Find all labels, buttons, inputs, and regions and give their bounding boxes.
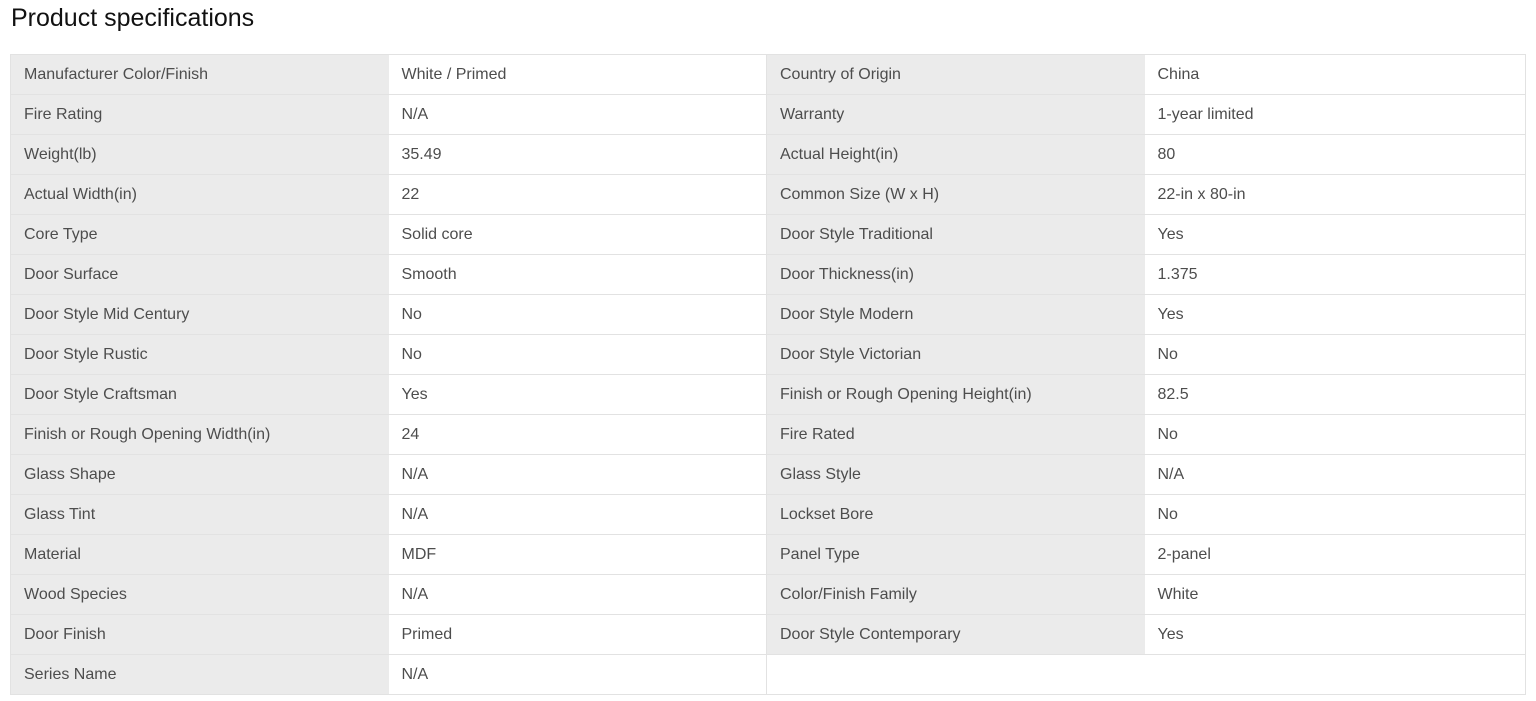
spec-row xyxy=(11,655,1526,695)
spec-value: N/A xyxy=(1145,455,1526,495)
spec-value: Yes xyxy=(1145,295,1526,335)
spec-value: China xyxy=(1145,55,1526,95)
spec-label: Fire Rated xyxy=(767,415,1145,455)
spec-value: N/A xyxy=(389,575,767,615)
spec-label: Core Type xyxy=(11,215,389,255)
spec-label: Finish or Rough Opening Width(in) xyxy=(11,415,389,455)
spec-value: No xyxy=(1145,495,1526,535)
spec-row xyxy=(11,575,1526,615)
spec-label: Glass Shape xyxy=(11,455,389,495)
spec-value: 1.375 xyxy=(1145,255,1526,295)
spec-value: 2-panel xyxy=(1145,535,1526,575)
spec-label: Glass Tint xyxy=(11,495,389,535)
spec-value: No xyxy=(389,335,767,375)
spec-label: Glass Style xyxy=(767,455,1145,495)
specifications-table xyxy=(10,54,1526,695)
specifications-table-body xyxy=(11,55,1526,695)
spec-label: Series Name xyxy=(11,655,389,695)
spec-value: N/A xyxy=(389,455,767,495)
spec-label: Material xyxy=(11,535,389,575)
spec-value: N/A xyxy=(389,655,767,695)
spec-value: Yes xyxy=(389,375,767,415)
spec-value: MDF xyxy=(389,535,767,575)
spec-label: Door Thickness(in) xyxy=(767,255,1145,295)
spec-label: Finish or Rough Opening Height(in) xyxy=(767,375,1145,415)
spec-label: Door Style Traditional xyxy=(767,215,1145,255)
spec-value: Primed xyxy=(389,615,767,655)
spec-row xyxy=(11,295,1526,335)
spec-label: Weight(lb) xyxy=(11,135,389,175)
spec-value: N/A xyxy=(389,95,767,135)
spec-row xyxy=(11,335,1526,375)
spec-value: 35.49 xyxy=(389,135,767,175)
page-title: Product specifications xyxy=(11,4,255,32)
spec-value: White / Primed xyxy=(389,55,767,95)
spec-value: 22-in x 80-in xyxy=(1145,175,1526,215)
spec-value: No xyxy=(1145,415,1526,455)
spec-value: 80 xyxy=(1145,135,1526,175)
spec-value: 22 xyxy=(389,175,767,215)
spec-label: Warranty xyxy=(767,95,1145,135)
spec-value: Yes xyxy=(1145,615,1526,655)
spec-label: Lockset Bore xyxy=(767,495,1145,535)
spec-value: N/A xyxy=(389,495,767,535)
spec-label: Door Surface xyxy=(11,255,389,295)
spec-label: Door Finish xyxy=(11,615,389,655)
spec-row xyxy=(11,415,1526,455)
empty-cell xyxy=(767,655,1526,695)
spec-label: Color/Finish Family xyxy=(767,575,1145,615)
spec-row xyxy=(11,215,1526,255)
spec-label: Country of Origin xyxy=(767,55,1145,95)
spec-row xyxy=(11,375,1526,415)
spec-label: Common Size (W x H) xyxy=(767,175,1145,215)
spec-value: 24 xyxy=(389,415,767,455)
spec-row xyxy=(11,55,1526,95)
spec-value: Solid core xyxy=(389,215,767,255)
spec-row xyxy=(11,135,1526,175)
spec-label: Door Style Contemporary xyxy=(767,615,1145,655)
spec-value: No xyxy=(1145,335,1526,375)
spec-value: White xyxy=(1145,575,1526,615)
spec-row xyxy=(11,615,1526,655)
spec-label: Manufacturer Color/Finish xyxy=(11,55,389,95)
spec-value: Yes xyxy=(1145,215,1526,255)
spec-label: Door Style Mid Century xyxy=(11,295,389,335)
spec-row xyxy=(11,535,1526,575)
spec-row xyxy=(11,95,1526,135)
spec-value: 82.5 xyxy=(1145,375,1526,415)
spec-row xyxy=(11,495,1526,535)
spec-label: Fire Rating xyxy=(11,95,389,135)
spec-label: Actual Height(in) xyxy=(767,135,1145,175)
spec-label: Door Style Victorian xyxy=(767,335,1145,375)
spec-label: Door Style Craftsman xyxy=(11,375,389,415)
spec-label: Wood Species xyxy=(11,575,389,615)
spec-label: Panel Type xyxy=(767,535,1145,575)
spec-label: Door Style Modern xyxy=(767,295,1145,335)
spec-row xyxy=(11,255,1526,295)
spec-value: No xyxy=(389,295,767,335)
spec-value: Smooth xyxy=(389,255,767,295)
spec-label: Door Style Rustic xyxy=(11,335,389,375)
spec-value: 1-year limited xyxy=(1145,95,1526,135)
spec-label: Actual Width(in) xyxy=(11,175,389,215)
spec-row xyxy=(11,175,1526,215)
spec-row xyxy=(11,455,1526,495)
